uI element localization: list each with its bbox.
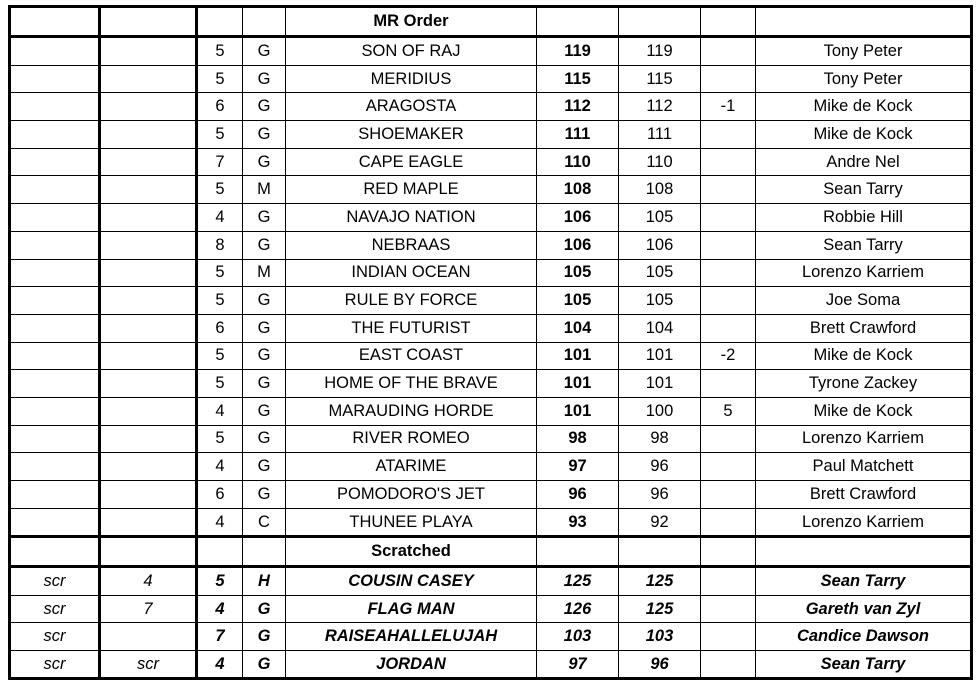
age-cell: 4: [197, 397, 243, 425]
merit-rating-cell: 110: [537, 148, 619, 176]
trainer-cell: Tony Peter: [756, 37, 972, 66]
draw-cell: [100, 121, 197, 149]
horse-name-cell: RULE BY FORCE: [286, 287, 537, 315]
sex-cell: M: [243, 176, 286, 204]
horse-name-cell: ATARIME: [286, 453, 537, 481]
draw-cell: [100, 65, 197, 93]
age-cell: 4: [197, 204, 243, 232]
runner-row: [10, 453, 972, 481]
trainer-cell: Candice Dawson: [756, 623, 972, 651]
sex-cell: G: [243, 595, 286, 623]
age-cell: 5: [197, 342, 243, 370]
age-cell: 8: [197, 231, 243, 259]
rating-change-cell: [701, 425, 756, 453]
rating-change-cell: [701, 508, 756, 537]
draw-cell: [100, 397, 197, 425]
scratched-row: [10, 623, 972, 651]
rating-change-cell: [701, 65, 756, 93]
sex-cell: G: [243, 370, 286, 398]
rating-cell: 111: [619, 121, 701, 149]
runner-row: [10, 287, 972, 315]
sex-cell: G: [243, 93, 286, 121]
scratched-title: Scratched: [286, 537, 537, 567]
merit-rating-cell: 97: [537, 453, 619, 481]
rating-change-cell: [701, 121, 756, 149]
draw-cell: [100, 287, 197, 315]
horse-name-cell: JORDAN: [286, 650, 537, 679]
sex-cell: G: [243, 148, 286, 176]
draw-cell: [100, 259, 197, 287]
trainer-cell: Mike de Kock: [756, 121, 972, 149]
draw-cell: [100, 37, 197, 66]
rating-change-cell: [701, 623, 756, 651]
rating-change-cell: [701, 148, 756, 176]
rating-cell: 100: [619, 397, 701, 425]
rating-change-cell: [701, 453, 756, 481]
merit-rating-cell: 125: [537, 567, 619, 596]
horse-name-cell: HOME OF THE BRAVE: [286, 370, 537, 398]
runner-row: [10, 231, 972, 259]
rating-cell: 105: [619, 287, 701, 315]
age-cell: 6: [197, 93, 243, 121]
sex-cell: G: [243, 397, 286, 425]
rating-cell: 101: [619, 370, 701, 398]
trainer-cell: Gareth van Zyl: [756, 595, 972, 623]
status-cell: scr: [10, 567, 100, 596]
horse-name-cell: POMODORO'S JET: [286, 481, 537, 509]
runner-row: [10, 204, 972, 232]
sex-cell: C: [243, 508, 286, 537]
rating-change-cell: [701, 37, 756, 66]
rating-change-cell: [701, 231, 756, 259]
rating-cell: 101: [619, 342, 701, 370]
sex-cell: G: [243, 37, 286, 66]
status-cell: [10, 231, 100, 259]
trainer-cell: Mike de Kock: [756, 342, 972, 370]
runner-row: [10, 259, 972, 287]
merit-rating-cell: 105: [537, 287, 619, 315]
draw-cell: [100, 425, 197, 453]
age-cell: 4: [197, 453, 243, 481]
rating-change-cell: [701, 567, 756, 596]
age-cell: 4: [197, 650, 243, 679]
draw-cell: [100, 231, 197, 259]
draw-cell: [100, 370, 197, 398]
runner-row: [10, 148, 972, 176]
trainer-cell: Sean Tarry: [756, 567, 972, 596]
draw-cell: 4: [100, 567, 197, 596]
status-cell: [10, 397, 100, 425]
rating-change-cell: -1: [701, 93, 756, 121]
rating-cell: 92: [619, 508, 701, 537]
merit-rating-cell: 97: [537, 650, 619, 679]
sex-cell: G: [243, 121, 286, 149]
scratched-row: [10, 567, 972, 596]
sex-cell: G: [243, 481, 286, 509]
runner-row: [10, 342, 972, 370]
horse-name-cell: THUNEE PLAYA: [286, 508, 537, 537]
status-cell: scr: [10, 623, 100, 651]
status-cell: [10, 176, 100, 204]
scratched-row: [10, 650, 972, 679]
merit-rating-cell: 106: [537, 231, 619, 259]
sex-cell: H: [243, 567, 286, 596]
status-cell: [10, 37, 100, 66]
status-cell: [10, 342, 100, 370]
trainer-cell: Mike de Kock: [756, 93, 972, 121]
age-cell: 5: [197, 65, 243, 93]
horse-name-cell: COUSIN CASEY: [286, 567, 537, 596]
age-cell: 5: [197, 176, 243, 204]
rating-cell: 115: [619, 65, 701, 93]
rating-change-cell: [701, 370, 756, 398]
sex-cell: G: [243, 204, 286, 232]
runner-row: [10, 314, 972, 342]
rating-change-cell: [701, 650, 756, 679]
rating-cell: 112: [619, 93, 701, 121]
rating-cell: 125: [619, 567, 701, 596]
rating-cell: 96: [619, 650, 701, 679]
horse-name-cell: MARAUDING HORDE: [286, 397, 537, 425]
trainer-cell: Mike de Kock: [756, 397, 972, 425]
runner-row: [10, 508, 972, 537]
trainer-cell: Lorenzo Karriem: [756, 425, 972, 453]
age-cell: 6: [197, 314, 243, 342]
trainer-cell: Andre Nel: [756, 148, 972, 176]
status-cell: [10, 287, 100, 315]
trainer-cell: Paul Matchett: [756, 453, 972, 481]
sex-cell: G: [243, 425, 286, 453]
rating-cell: 96: [619, 453, 701, 481]
status-cell: [10, 314, 100, 342]
rating-cell: 125: [619, 595, 701, 623]
rating-change-cell: -2: [701, 342, 756, 370]
status-cell: [10, 204, 100, 232]
rating-change-cell: [701, 481, 756, 509]
status-cell: [10, 93, 100, 121]
status-cell: [10, 453, 100, 481]
rating-cell: 105: [619, 259, 701, 287]
rating-cell: 104: [619, 314, 701, 342]
age-cell: 7: [197, 148, 243, 176]
horse-name-cell: FLAG MAN: [286, 595, 537, 623]
rating-cell: 119: [619, 37, 701, 66]
age-cell: 5: [197, 567, 243, 596]
age-cell: 5: [197, 121, 243, 149]
sex-cell: M: [243, 259, 286, 287]
horse-name-cell: NAVAJO NATION: [286, 204, 537, 232]
age-cell: 5: [197, 287, 243, 315]
horse-name-cell: THE FUTURIST: [286, 314, 537, 342]
runner-row: [10, 37, 972, 66]
draw-cell: [100, 342, 197, 370]
sex-cell: G: [243, 623, 286, 651]
horse-name-cell: RED MAPLE: [286, 176, 537, 204]
merit-rating-cell: 105: [537, 259, 619, 287]
runner-row: [10, 397, 972, 425]
trainer-cell: Sean Tarry: [756, 176, 972, 204]
status-cell: [10, 259, 100, 287]
merit-rating-cell: 101: [537, 370, 619, 398]
draw-cell: [100, 623, 197, 651]
runner-row: [10, 425, 972, 453]
status-cell: [10, 508, 100, 537]
age-cell: 5: [197, 425, 243, 453]
merit-rating-cell: 103: [537, 623, 619, 651]
trainer-cell: Brett Crawford: [756, 314, 972, 342]
trainer-cell: Sean Tarry: [756, 231, 972, 259]
mr-order-title: MR Order: [286, 7, 537, 37]
draw-cell: [100, 93, 197, 121]
rating-cell: 108: [619, 176, 701, 204]
draw-cell: [100, 481, 197, 509]
draw-cell: [100, 453, 197, 481]
rating-cell: 110: [619, 148, 701, 176]
draw-cell: [100, 204, 197, 232]
sex-cell: G: [243, 231, 286, 259]
age-cell: 5: [197, 259, 243, 287]
status-cell: [10, 65, 100, 93]
draw-cell: [100, 176, 197, 204]
status-cell: [10, 425, 100, 453]
trainer-cell: Lorenzo Karriem: [756, 259, 972, 287]
sex-cell: G: [243, 314, 286, 342]
rating-change-cell: [701, 259, 756, 287]
rating-change-cell: [701, 176, 756, 204]
status-cell: [10, 481, 100, 509]
status-cell: scr: [10, 595, 100, 623]
sex-cell: G: [243, 342, 286, 370]
mr-order-header-row: [10, 7, 972, 37]
status-cell: [10, 148, 100, 176]
age-cell: 4: [197, 595, 243, 623]
status-cell: scr: [10, 650, 100, 679]
rating-change-cell: [701, 287, 756, 315]
sex-cell: G: [243, 650, 286, 679]
horse-name-cell: SON OF RAJ: [286, 37, 537, 66]
rating-change-cell: 5: [701, 397, 756, 425]
merit-rating-cell: 93: [537, 508, 619, 537]
status-cell: [10, 370, 100, 398]
sex-cell: G: [243, 65, 286, 93]
horse-name-cell: RIVER ROMEO: [286, 425, 537, 453]
merit-rating-cell: 101: [537, 397, 619, 425]
scratched-row: [10, 595, 972, 623]
merit-rating-cell: 115: [537, 65, 619, 93]
horse-name-cell: SHOEMAKER: [286, 121, 537, 149]
merit-rating-cell: 96: [537, 481, 619, 509]
age-cell: 5: [197, 370, 243, 398]
rating-cell: 98: [619, 425, 701, 453]
trainer-cell: Joe Soma: [756, 287, 972, 315]
horse-name-cell: CAPE EAGLE: [286, 148, 537, 176]
runner-row: [10, 65, 972, 93]
scratched-header-row: [10, 537, 972, 567]
draw-cell: [100, 314, 197, 342]
trainer-cell: Lorenzo Karriem: [756, 508, 972, 537]
rating-change-cell: [701, 314, 756, 342]
runner-row: [10, 93, 972, 121]
runner-row: [10, 370, 972, 398]
trainer-cell: Tony Peter: [756, 65, 972, 93]
trainer-cell: Sean Tarry: [756, 650, 972, 679]
trainer-cell: Brett Crawford: [756, 481, 972, 509]
horse-name-cell: NEBRAAS: [286, 231, 537, 259]
rating-change-cell: [701, 595, 756, 623]
merit-rating-cell: 106: [537, 204, 619, 232]
horse-name-cell: EAST COAST: [286, 342, 537, 370]
merit-rating-cell: 119: [537, 37, 619, 66]
status-cell: [10, 121, 100, 149]
merit-rating-cell: 104: [537, 314, 619, 342]
age-cell: 5: [197, 37, 243, 66]
merit-rating-cell: 98: [537, 425, 619, 453]
race-ratings-table: [8, 5, 973, 680]
horse-name-cell: MERIDIUS: [286, 65, 537, 93]
sex-cell: G: [243, 287, 286, 315]
runner-row: [10, 176, 972, 204]
age-cell: 6: [197, 481, 243, 509]
trainer-cell: Tyrone Zackey: [756, 370, 972, 398]
merit-rating-cell: 112: [537, 93, 619, 121]
merit-rating-cell: 108: [537, 176, 619, 204]
rating-cell: 96: [619, 481, 701, 509]
rating-cell: 105: [619, 204, 701, 232]
sex-cell: G: [243, 453, 286, 481]
draw-cell: scr: [100, 650, 197, 679]
rating-change-cell: [701, 204, 756, 232]
age-cell: 7: [197, 623, 243, 651]
horse-name-cell: INDIAN OCEAN: [286, 259, 537, 287]
merit-rating-cell: 101: [537, 342, 619, 370]
merit-rating-cell: 111: [537, 121, 619, 149]
age-cell: 4: [197, 508, 243, 537]
rating-cell: 103: [619, 623, 701, 651]
draw-cell: 7: [100, 595, 197, 623]
runner-row: [10, 121, 972, 149]
merit-rating-cell: 126: [537, 595, 619, 623]
horse-name-cell: RAISEAHALLELUJAH: [286, 623, 537, 651]
runner-row: [10, 481, 972, 509]
horse-name-cell: ARAGOSTA: [286, 93, 537, 121]
draw-cell: [100, 148, 197, 176]
trainer-cell: Robbie Hill: [756, 204, 972, 232]
rating-cell: 106: [619, 231, 701, 259]
draw-cell: [100, 508, 197, 537]
